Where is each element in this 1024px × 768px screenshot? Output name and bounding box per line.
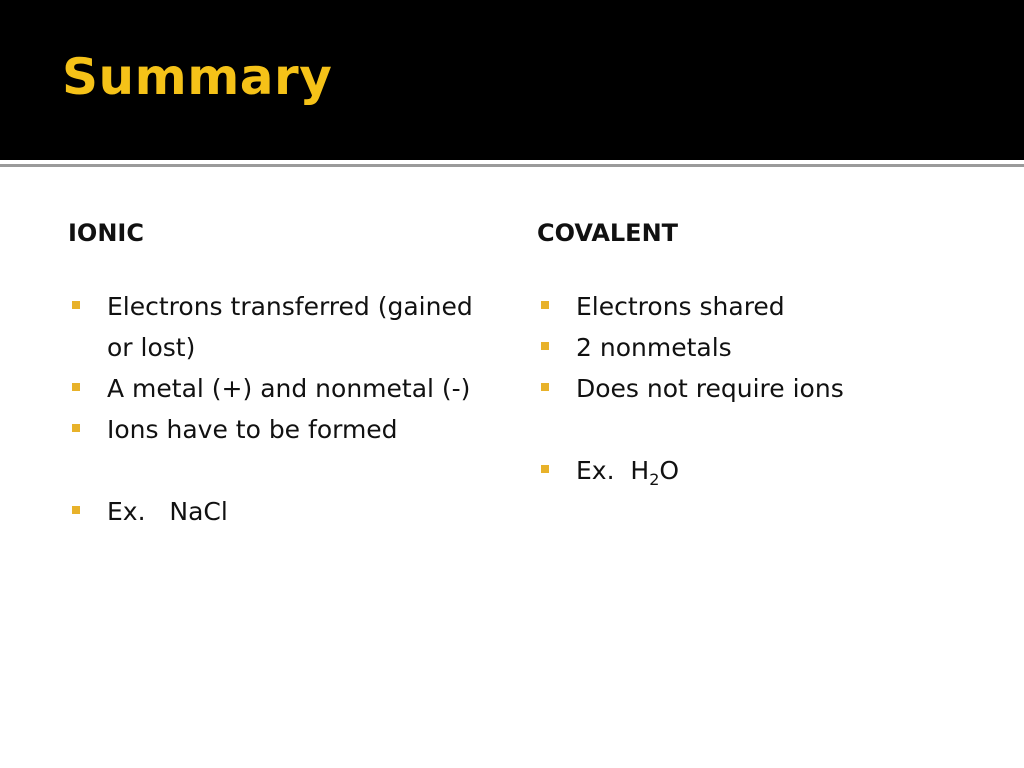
square-bullet-icon xyxy=(541,342,549,350)
square-bullet-icon xyxy=(72,506,80,514)
ionic-bullet-2 xyxy=(68,368,488,409)
covalent-bullet-2 xyxy=(537,327,967,368)
covalent-bullet-3 xyxy=(537,368,967,409)
covalent-bullet-example xyxy=(537,450,967,491)
covalent-bullet-list xyxy=(537,286,967,491)
header-divider-white xyxy=(0,160,1024,163)
square-bullet-icon xyxy=(72,383,80,391)
header-divider-gray xyxy=(0,164,1024,167)
slide-title: Summary xyxy=(62,48,333,106)
formula-subscript: 2 xyxy=(649,470,660,489)
ionic-column xyxy=(68,218,488,526)
square-bullet-icon xyxy=(72,301,80,309)
formula-suffix: O xyxy=(659,456,680,485)
square-bullet-icon xyxy=(541,465,549,473)
bullet-text: Electrons transferred (gained or lost) xyxy=(107,292,473,362)
bullet-text: Ions have to be formed xyxy=(107,415,398,444)
ionic-bullet-3 xyxy=(68,409,488,450)
square-bullet-icon xyxy=(72,424,80,432)
bullet-text: A metal (+) and nonmetal (-) xyxy=(107,374,471,403)
ionic-bullet-example xyxy=(68,491,488,532)
covalent-bullet-1 xyxy=(537,286,967,327)
ionic-bullet-1 xyxy=(68,286,488,368)
bullet-text: Does not require ions xyxy=(576,374,844,403)
formula-prefix: Ex. H xyxy=(576,456,650,485)
title-bar xyxy=(0,0,1024,160)
bullet-text: Electrons shared xyxy=(576,292,785,321)
bullet-text: 2 nonmetals xyxy=(576,333,732,362)
ionic-heading: IONIC xyxy=(68,219,144,247)
covalent-column xyxy=(537,218,967,489)
square-bullet-icon xyxy=(541,383,549,391)
covalent-heading: COVALENT xyxy=(537,219,679,247)
bullet-text: Ex. NaCl xyxy=(107,497,228,526)
ionic-bullet-list xyxy=(68,286,488,532)
square-bullet-icon xyxy=(541,301,549,309)
example-formula xyxy=(576,456,680,489)
